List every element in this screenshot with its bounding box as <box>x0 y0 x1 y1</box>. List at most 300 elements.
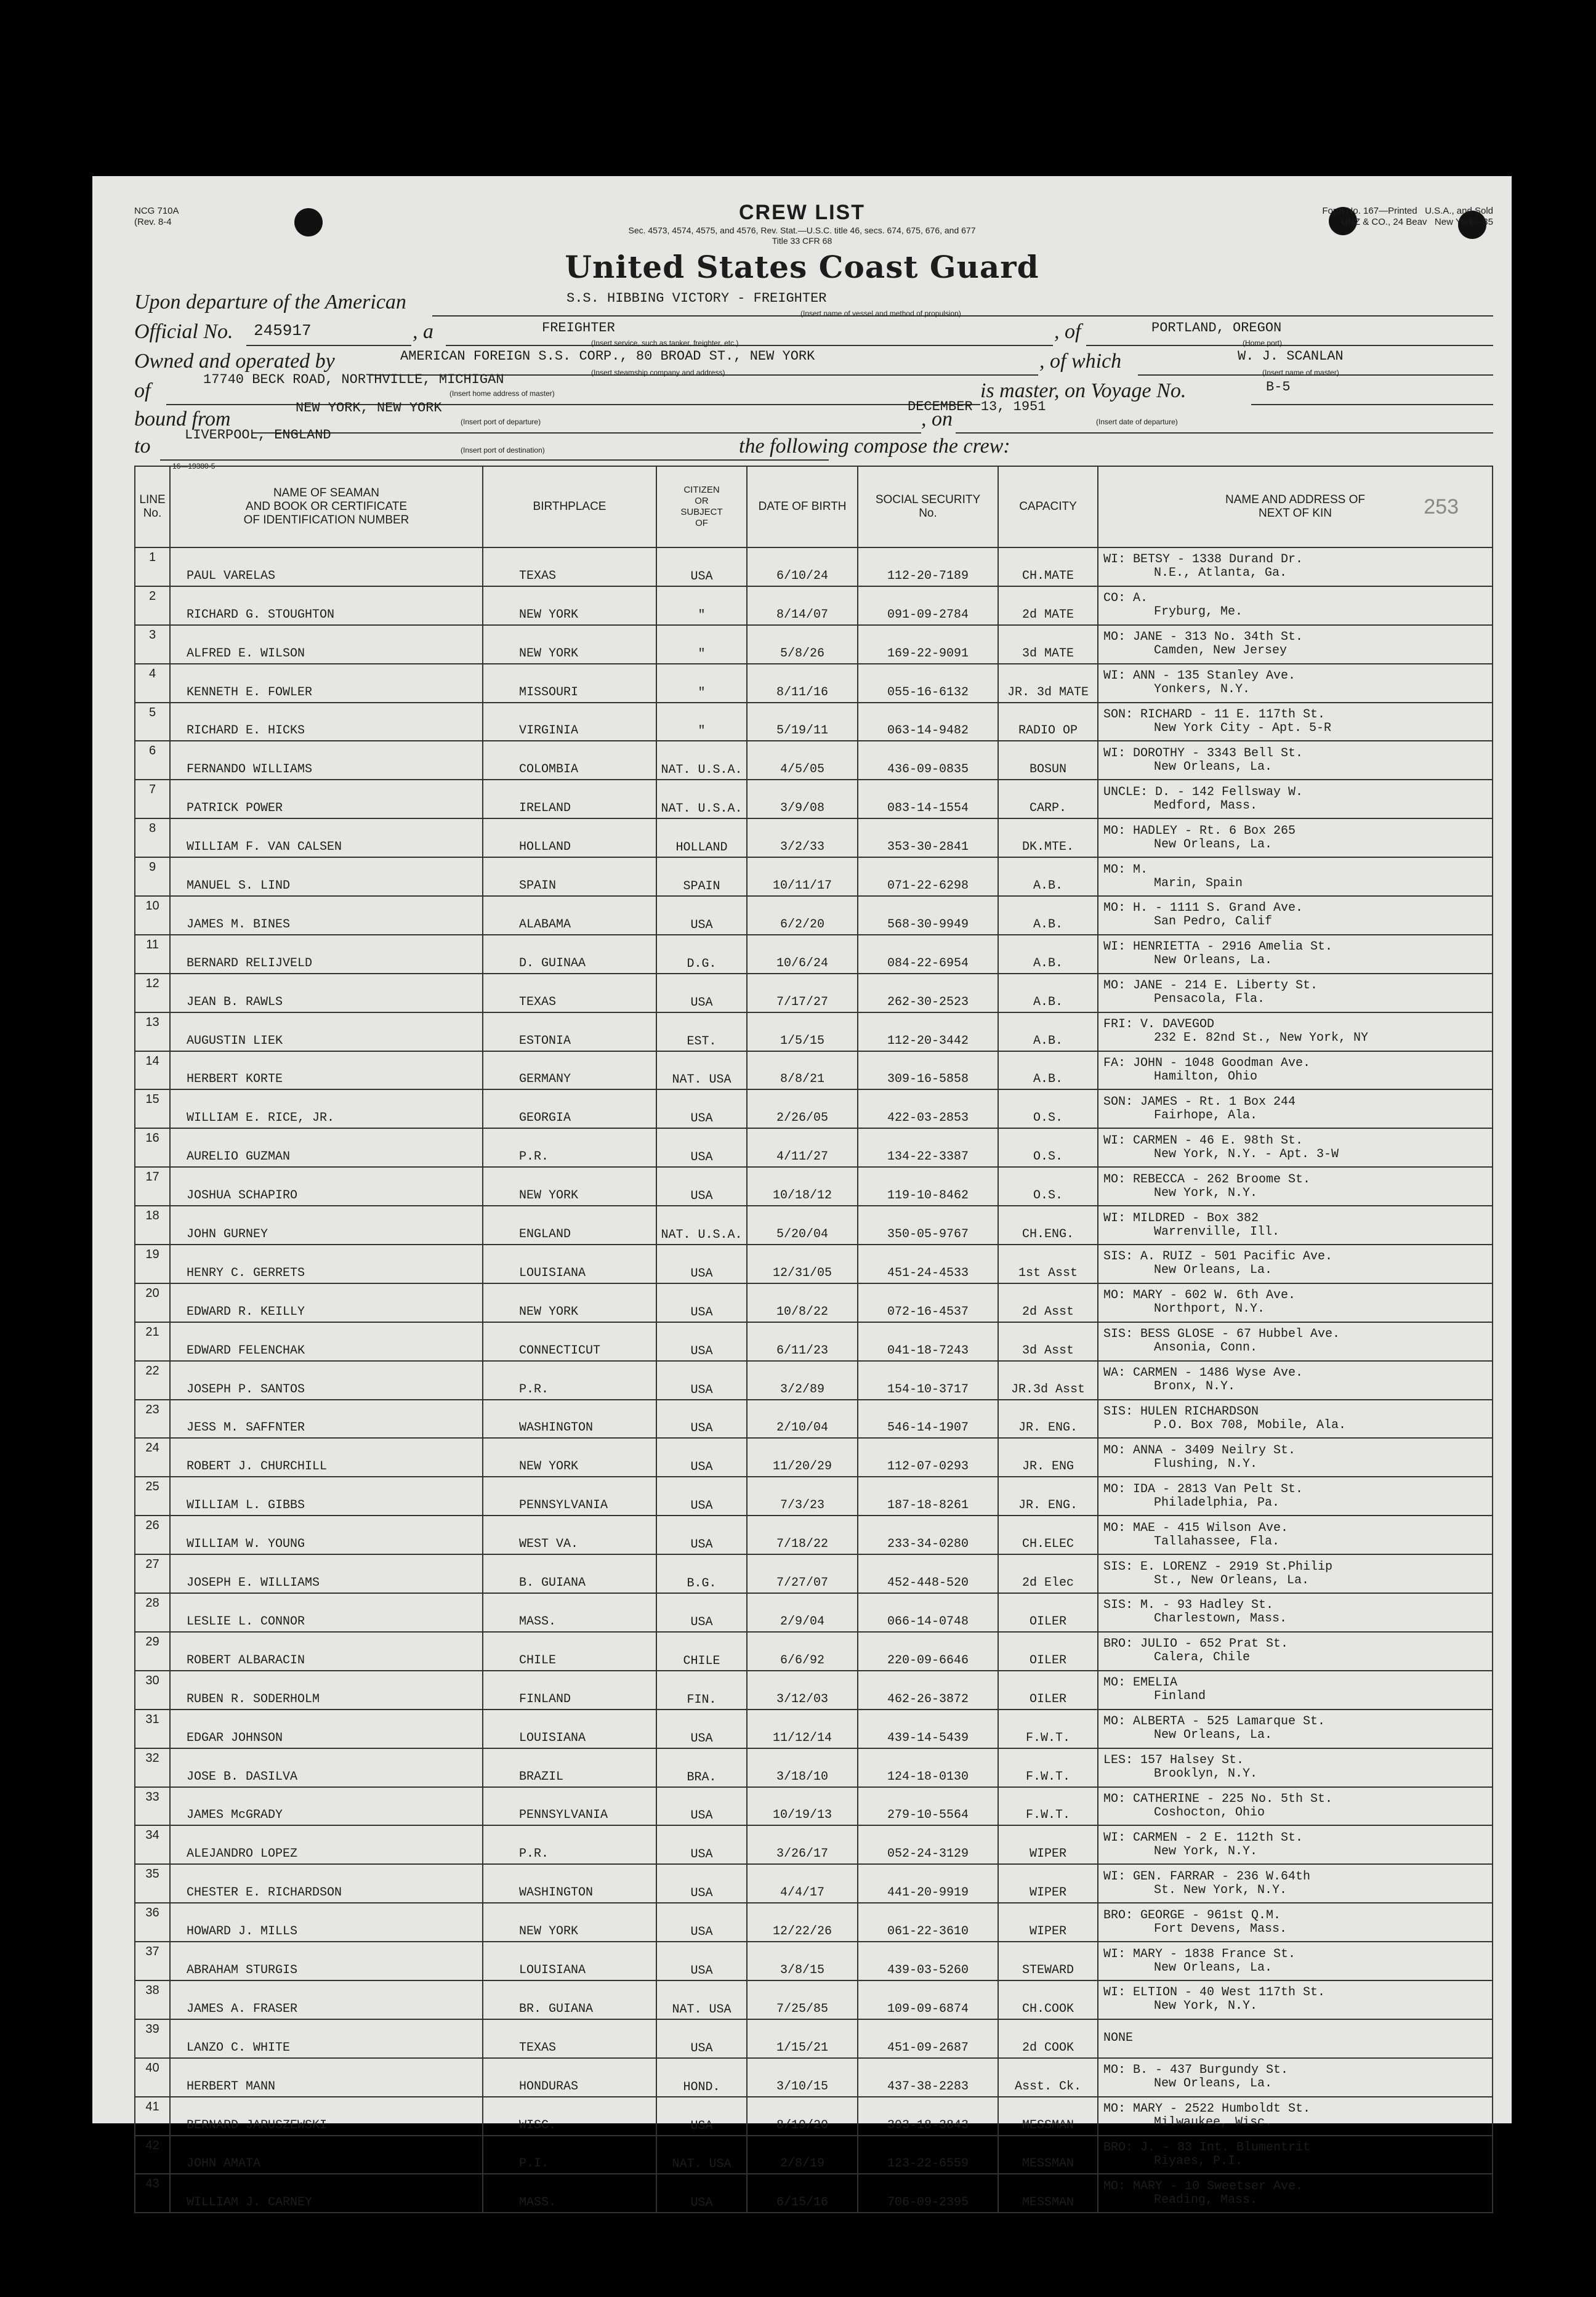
date-of-birth: 3/8/15 <box>747 1942 858 1980</box>
line-number: 41 <box>135 2097 170 2136</box>
hint-vessel: (Insert name of vessel and method of propulsion) <box>800 309 961 318</box>
date-of-birth: 10/8/22 <box>747 1283 858 1322</box>
seaman-name: JOHN AMATA <box>170 2136 483 2174</box>
hint-port-departure: (Insert port of departure) <box>461 418 541 426</box>
next-of-kin <box>1098 935 1493 974</box>
kin-line-1: WI: MILDRED - Box 382 <box>1103 1211 1259 1225</box>
label-of: , of <box>1054 320 1081 343</box>
birthplace: WASHINGTON <box>483 1864 656 1903</box>
citizenship: USA <box>656 1089 747 1128</box>
hint-master: (Insert name of master) <box>1262 368 1339 377</box>
crew-list-document <box>92 176 1512 2211</box>
citizenship: USA <box>656 547 747 586</box>
date-of-birth: 12/22/26 <box>747 1903 858 1942</box>
citizenship: " <box>656 586 747 625</box>
next-of-kin <box>1098 1632 1493 1671</box>
next-of-kin <box>1098 625 1493 664</box>
seaman-name: PAUL VARELAS <box>170 547 483 586</box>
birthplace: SPAIN <box>483 857 656 896</box>
next-of-kin <box>1098 1167 1493 1206</box>
table-row <box>135 547 1493 586</box>
next-of-kin <box>1098 1361 1493 1400</box>
kin-line-1: MO: JANE - 214 E. Liberty St. <box>1103 979 1318 993</box>
date-of-birth: 10/18/12 <box>747 1167 858 1206</box>
table-row <box>135 2174 1493 2213</box>
line-number: 3 <box>135 625 170 664</box>
line-number: 14 <box>135 1051 170 1090</box>
kin-line-1: WI: BETSY - 1338 Durand Dr. <box>1103 552 1304 567</box>
social-security-no: 055-16-6132 <box>858 664 998 703</box>
capacity: A.B. <box>998 896 1098 935</box>
line-port-departure <box>252 432 921 434</box>
next-of-kin <box>1098 1012 1493 1051</box>
next-of-kin <box>1098 1089 1493 1128</box>
social-security-no: 119-10-8462 <box>858 1167 998 1206</box>
date-of-birth: 3/2/89 <box>747 1361 858 1400</box>
birthplace: NEW YORK <box>483 1283 656 1322</box>
birthplace: WEST VA. <box>483 1516 656 1554</box>
seaman-name: WILLIAM W. YOUNG <box>170 1516 483 1554</box>
table-row <box>135 1012 1493 1051</box>
social-security-no: 262-30-2523 <box>858 974 998 1012</box>
birthplace: NEW YORK <box>483 1167 656 1206</box>
birthplace: GERMANY <box>483 1051 656 1090</box>
line-service <box>446 345 1053 346</box>
citizenship: SPAIN <box>656 857 747 896</box>
next-of-kin <box>1098 1710 1493 1748</box>
citizenship: NAT. USA <box>656 2136 747 2174</box>
seaman-name: EDWARD FELENCHAK <box>170 1322 483 1361</box>
birthplace: NEW YORK <box>483 625 656 664</box>
citizenship: USA <box>656 1245 747 1283</box>
citizenship: USA <box>656 1477 747 1516</box>
next-of-kin <box>1098 1554 1493 1593</box>
label-official-no: Official No. <box>134 320 233 343</box>
seaman-name: LANZO C. WHITE <box>170 2019 483 2058</box>
seaman-name: FERNANDO WILLIAMS <box>170 741 483 780</box>
kin-line-2: Hamilton, Ohio <box>1154 1070 1258 1084</box>
citizenship: USA <box>656 1322 747 1361</box>
next-of-kin <box>1098 857 1493 896</box>
capacity: F.W.T. <box>998 1787 1098 1826</box>
label-upon-departure: Upon departure of the American <box>134 291 406 313</box>
capacity: JR. ENG <box>998 1438 1098 1477</box>
seaman-name: JOSEPH P. SANTOS <box>170 1361 483 1400</box>
kin-line-1: MO: MAE - 415 Wilson Ave. <box>1103 1520 1289 1535</box>
next-of-kin <box>1098 2174 1493 2213</box>
next-of-kin <box>1098 2058 1493 2097</box>
capacity: O.S. <box>998 1167 1098 1206</box>
label-bound-from: bound from <box>134 408 231 430</box>
table-row <box>135 2097 1493 2136</box>
kin-line-1: WA: CARMEN - 1486 Wyse Ave. <box>1103 1366 1304 1381</box>
capacity: RADIO OP <box>998 703 1098 741</box>
citizenship: " <box>656 625 747 664</box>
date-of-birth: 10/11/17 <box>747 857 858 896</box>
social-security-no: 123-22-6559 <box>858 2136 998 2174</box>
next-of-kin <box>1098 1477 1493 1516</box>
date-of-birth: 6/10/24 <box>747 547 858 586</box>
kin-line-1: NONE <box>1103 2031 1134 2046</box>
kin-line-1: FA: JOHN - 1048 Goodman Ave. <box>1103 1056 1311 1071</box>
date-of-birth: 10/19/13 <box>747 1787 858 1826</box>
line-number: 17 <box>135 1167 170 1206</box>
capacity: 3d MATE <box>998 625 1098 664</box>
social-security-no: 052-24-3129 <box>858 1825 998 1864</box>
social-security-no: 568-30-9949 <box>858 896 998 935</box>
citizenship: NAT. U.S.A. <box>656 780 747 818</box>
birthplace: BR. GUIANA <box>483 1980 656 2019</box>
table-row <box>135 1438 1493 1477</box>
line-number: 11 <box>135 935 170 974</box>
next-of-kin <box>1098 818 1493 857</box>
line-number: 19 <box>135 1245 170 1283</box>
line-number: 27 <box>135 1554 170 1593</box>
line-number: 20 <box>135 1283 170 1322</box>
social-security-no: 437-38-2283 <box>858 2058 998 2097</box>
kin-line-1: SIS: M. - 93 Hadley St. <box>1103 1598 1274 1613</box>
col-line-no: LINE No. <box>135 466 170 547</box>
social-security-no: 041-18-7243 <box>858 1322 998 1361</box>
date-of-birth: 3/26/17 <box>747 1825 858 1864</box>
citizenship: HOND. <box>656 2058 747 2097</box>
next-of-kin <box>1098 1942 1493 1980</box>
kin-line-2: New Orleans, La. <box>1154 837 1273 852</box>
statute-line-2: Title 33 CFR 68 <box>772 236 832 246</box>
line-number: 4 <box>135 664 170 703</box>
citizenship: USA <box>656 1128 747 1167</box>
kin-line-2: Coshocton, Ohio <box>1154 1805 1265 1820</box>
line-number: 25 <box>135 1477 170 1516</box>
kin-line-2: New York, N.Y. <box>1154 1844 1258 1859</box>
next-of-kin <box>1098 1593 1493 1632</box>
date-of-birth: 8/11/16 <box>747 664 858 703</box>
capacity: WIPER <box>998 1825 1098 1864</box>
social-security-no: 061-22-3610 <box>858 1903 998 1942</box>
line-number: 32 <box>135 1748 170 1787</box>
seaman-name: BERNARD RELIJVELD <box>170 935 483 974</box>
citizenship: USA <box>656 1516 747 1554</box>
line-number: 29 <box>135 1632 170 1671</box>
capacity: CH.MATE <box>998 547 1098 586</box>
kin-line-1: MO: ANNA - 3409 Neilry St. <box>1103 1443 1296 1458</box>
social-security-no: 350-05-9767 <box>858 1206 998 1245</box>
line-number: 12 <box>135 974 170 1012</box>
social-security-no: 112-07-0293 <box>858 1438 998 1477</box>
kin-line-2: New Orleans, La. <box>1154 2077 1273 2091</box>
citizenship: USA <box>656 2019 747 2058</box>
date-of-birth: 6/6/92 <box>747 1632 858 1671</box>
table-row <box>135 935 1493 974</box>
capacity: 2d MATE <box>998 586 1098 625</box>
kin-line-1: SIS: BESS GLOSE - 67 Hubbel Ave. <box>1103 1327 1340 1342</box>
kin-line-1: BRO: JULIO - 652 Prat St. <box>1103 1637 1289 1652</box>
port-departure: NEW YORK, NEW YORK <box>296 400 442 416</box>
social-security-no: 436-09-0835 <box>858 741 998 780</box>
social-security-no: 124-18-0130 <box>858 1748 998 1787</box>
hint-service: (Insert service, such as tanker, freighter, etc.) <box>591 339 739 347</box>
form-number: 16—19380-5 <box>172 462 216 470</box>
kin-line-1: MO: MARY - 602 W. 6th Ave. <box>1103 1288 1296 1303</box>
line-number: 28 <box>135 1593 170 1632</box>
birthplace: B. GUIANA <box>483 1554 656 1593</box>
kin-line-1: SIS: A. RUIZ - 501 Pacific Ave. <box>1103 1249 1333 1264</box>
col-ssn: SOCIAL SECURITY No. <box>858 466 998 547</box>
seaman-name: ABRAHAM STURGIS <box>170 1942 483 1980</box>
owner-company: AMERICAN FOREIGN S.S. CORP., 80 BROAD ST., NEW YORK <box>400 349 815 364</box>
seaman-name: JOHN GURNEY <box>170 1206 483 1245</box>
date-of-birth: 10/6/24 <box>747 935 858 974</box>
citizenship: USA <box>656 1400 747 1439</box>
seaman-name: WILLIAM F. VAN CALSEN <box>170 818 483 857</box>
kin-line-1: MO: CATHERINE - 225 No. 5th St. <box>1103 1791 1333 1806</box>
birthplace: TEXAS <box>483 974 656 1012</box>
line-number: 21 <box>135 1322 170 1361</box>
table-row <box>135 1322 1493 1361</box>
seaman-name: JOSHUA SCHAPIRO <box>170 1167 483 1206</box>
birthplace: NEW YORK <box>483 1438 656 1477</box>
date-of-birth: 3/2/33 <box>747 818 858 857</box>
table-row <box>135 664 1493 703</box>
date-of-birth: 3/12/03 <box>747 1671 858 1710</box>
table-row <box>135 1206 1493 1245</box>
birthplace: P.R. <box>483 1128 656 1167</box>
date-of-birth: 7/18/22 <box>747 1516 858 1554</box>
birthplace: ESTONIA <box>483 1012 656 1051</box>
line-number: 37 <box>135 1942 170 1980</box>
table-row <box>135 818 1493 857</box>
capacity: STEWARD <box>998 1942 1098 1980</box>
kin-line-1: SIS: E. LORENZ - 2919 St.Philip <box>1103 1559 1333 1574</box>
crew-table <box>134 466 1493 2213</box>
capacity: WIPER <box>998 1903 1098 1942</box>
capacity: JR.3d Asst <box>998 1361 1098 1400</box>
table-row <box>135 1864 1493 1903</box>
table-row <box>135 1710 1493 1748</box>
hint-date-departure: (Insert date of departure) <box>1096 418 1178 426</box>
hint-company: (Insert steamship company and address) <box>591 368 725 377</box>
table-row <box>135 1400 1493 1439</box>
official-number: 245917 <box>254 321 312 340</box>
line-number: 38 <box>135 1980 170 2019</box>
next-of-kin <box>1098 896 1493 935</box>
birthplace: MASS. <box>483 1593 656 1632</box>
birthplace: PENNSYLVANIA <box>483 1477 656 1516</box>
citizenship: B.G. <box>656 1554 747 1593</box>
label-to: to <box>134 435 151 458</box>
capacity: DK.MTE. <box>998 818 1098 857</box>
citizenship: USA <box>656 1942 747 1980</box>
table-row <box>135 1593 1493 1632</box>
next-of-kin <box>1098 1245 1493 1283</box>
social-security-no: 706-09-2395 <box>858 2174 998 2213</box>
page-stamp: 253 <box>1424 495 1459 519</box>
next-of-kin <box>1098 1903 1493 1942</box>
table-row <box>135 974 1493 1012</box>
social-security-no: 083-14-1554 <box>858 780 998 818</box>
line-voyage <box>1251 404 1493 405</box>
document-title: CREW LIST <box>739 201 865 224</box>
date-of-birth: 5/20/04 <box>747 1206 858 1245</box>
birthplace: P.I. <box>483 2136 656 2174</box>
next-of-kin <box>1098 1671 1493 1710</box>
social-security-no: 091-09-2784 <box>858 586 998 625</box>
capacity: F.W.T. <box>998 1748 1098 1787</box>
social-security-no: 084-22-6954 <box>858 935 998 974</box>
line-number: 36 <box>135 1903 170 1942</box>
birthplace: COLOMBIA <box>483 741 656 780</box>
master-name: W. J. SCANLAN <box>1238 349 1344 364</box>
birthplace: TEXAS <box>483 547 656 586</box>
line-number: 1 <box>135 547 170 586</box>
label-owned: Owned and operated by <box>134 350 335 373</box>
table-row <box>135 2136 1493 2174</box>
kin-line-1: UNCLE: D. - 142 Fellsway W. <box>1103 785 1304 799</box>
birthplace: MISSOURI <box>483 664 656 703</box>
citizenship: USA <box>656 974 747 1012</box>
birthplace: P.R. <box>483 1825 656 1864</box>
line-number: 30 <box>135 1671 170 1710</box>
kin-line-2: St., New Orleans, La. <box>1154 1573 1310 1588</box>
capacity: OILER <box>998 1632 1098 1671</box>
seaman-name: JAMES A. FRASER <box>170 1980 483 2019</box>
seaman-name: AUGUSTIN LIEK <box>170 1012 483 1051</box>
birthplace: LOUISIANA <box>483 1245 656 1283</box>
date-of-birth: 5/19/11 <box>747 703 858 741</box>
capacity: JR. 3d MATE <box>998 664 1098 703</box>
kin-line-2: Camden, New Jersey <box>1154 644 1288 658</box>
kin-line-2: New York, N.Y. <box>1154 1999 1258 2014</box>
birthplace: CHILE <box>483 1632 656 1671</box>
kin-line-2: Riyaes, P.I. <box>1154 2154 1243 2168</box>
date-of-birth: 5/8/26 <box>747 625 858 664</box>
social-security-no: 279-10-5564 <box>858 1787 998 1826</box>
next-of-kin <box>1098 1825 1493 1864</box>
date-of-birth: 3/18/10 <box>747 1748 858 1787</box>
kin-line-2: Medford, Mass. <box>1154 798 1258 813</box>
table-row <box>135 2019 1493 2058</box>
seaman-name: JAMES McGRADY <box>170 1787 483 1826</box>
kin-line-1: WI: GEN. FARRAR - 236 W.64th <box>1103 1869 1311 1884</box>
citizenship: USA <box>656 1593 747 1632</box>
social-security-no: 169-22-9091 <box>858 625 998 664</box>
capacity: 1st Asst <box>998 1245 1098 1283</box>
kin-line-2: Reading, Mass. <box>1154 2192 1258 2207</box>
social-security-no: 546-14-1907 <box>858 1400 998 1439</box>
table-row <box>135 741 1493 780</box>
birthplace: PENNSYLVANIA <box>483 1787 656 1826</box>
social-security-no: 134-22-3387 <box>858 1128 998 1167</box>
kin-line-2: New Orleans, La. <box>1154 1728 1273 1743</box>
label-is-master: is master, on Voyage No. <box>980 379 1187 402</box>
capacity: 2d Elec <box>998 1554 1098 1593</box>
social-security-no: 353-30-2841 <box>858 818 998 857</box>
capacity: O.S. <box>998 1128 1098 1167</box>
seaman-name: JEAN B. RAWLS <box>170 974 483 1012</box>
line-number: 13 <box>135 1012 170 1051</box>
form-id-left: NCG 710A (Rev. 8-4 <box>134 206 179 227</box>
date-of-birth: 7/27/07 <box>747 1554 858 1593</box>
table-row <box>135 1167 1493 1206</box>
next-of-kin <box>1098 1051 1493 1090</box>
next-of-kin <box>1098 586 1493 625</box>
next-of-kin <box>1098 1787 1493 1826</box>
birthplace: TEXAS <box>483 2019 656 2058</box>
social-security-no: 220-09-6646 <box>858 1632 998 1671</box>
table-row <box>135 1283 1493 1322</box>
capacity: MESSMAN <box>998 2174 1098 2213</box>
date-of-birth: 3/10/15 <box>747 2058 858 2097</box>
next-of-kin <box>1098 780 1493 818</box>
col-birthplace: BIRTHPLACE <box>483 466 656 547</box>
seaman-name: JESS M. SAFFNTER <box>170 1400 483 1439</box>
line-official-no <box>246 345 411 346</box>
seaman-name: AURELIO GUZMAN <box>170 1128 483 1167</box>
kin-line-2: Philadelphia, Pa. <box>1154 1495 1280 1510</box>
date-of-birth: 2/8/19 <box>747 2136 858 2174</box>
table-row <box>135 1245 1493 1283</box>
master-address: 17740 BECK ROAD, NORTHVILLE, MICHIGAN <box>203 372 504 387</box>
date-of-birth: 4/4/17 <box>747 1864 858 1903</box>
capacity: OILER <box>998 1593 1098 1632</box>
date-of-birth: 1/5/15 <box>747 1012 858 1051</box>
citizenship: USA <box>656 1903 747 1942</box>
birthplace: WISC. <box>483 2097 656 2136</box>
seaman-name: RICHARD G. STOUGHTON <box>170 586 483 625</box>
kin-line-1: WI: ELTION - 40 West 117th St. <box>1103 1985 1326 2000</box>
voyage-number: B-5 <box>1266 379 1291 395</box>
line-home-port <box>1086 345 1493 346</box>
table-row <box>135 857 1493 896</box>
capacity: CH.COOK <box>998 1980 1098 2019</box>
next-of-kin <box>1098 2019 1493 2058</box>
capacity: JR. ENG. <box>998 1477 1098 1516</box>
home-port: PORTLAND, OREGON <box>1151 320 1282 336</box>
kin-line-2: San Pedro, Calif <box>1154 914 1273 929</box>
kin-line-1: SON: RICHARD - 11 E. 117th St. <box>1103 708 1326 722</box>
citizenship: USA <box>656 896 747 935</box>
date-of-birth: 8/8/21 <box>747 1051 858 1090</box>
line-destination <box>160 459 829 461</box>
capacity: A.B. <box>998 1051 1098 1090</box>
date-of-birth: 4/5/05 <box>747 741 858 780</box>
citizenship: EST. <box>656 1012 747 1051</box>
birthplace: WASHINGTON <box>483 1400 656 1439</box>
capacity: CH.ELEC <box>998 1516 1098 1554</box>
kin-line-1: BRO: J. - 83 Int. Blumentrit <box>1103 2140 1311 2155</box>
kin-line-1: LES: 157 Halsey St. <box>1103 1753 1244 1768</box>
citizenship: NAT. U.S.A. <box>656 1206 747 1245</box>
capacity: WIPER <box>998 1864 1098 1903</box>
capacity: BOSUN <box>998 741 1098 780</box>
kin-line-2: New York, N.Y. <box>1154 1185 1258 1200</box>
kin-line-1: WI: DOROTHY - 3343 Bell St. <box>1103 746 1304 761</box>
date-of-birth: 4/11/27 <box>747 1128 858 1167</box>
citizenship: USA <box>656 2174 747 2213</box>
social-security-no: 451-09-2687 <box>858 2019 998 2058</box>
date-of-birth: 7/25/85 <box>747 1980 858 2019</box>
seaman-name: ROBERT ALBARACIN <box>170 1632 483 1671</box>
date-of-birth: 7/3/23 <box>747 1477 858 1516</box>
kin-line-2: N.E., Atlanta, Ga. <box>1154 566 1288 581</box>
date-of-birth: 6/11/23 <box>747 1322 858 1361</box>
kin-line-1: MO: MARY - 10 Sweetser Ave. <box>1103 2179 1304 2194</box>
birthplace: D. GUINAA <box>483 935 656 974</box>
next-of-kin <box>1098 1206 1493 1245</box>
citizenship: CHILE <box>656 1632 747 1671</box>
table-row <box>135 1516 1493 1554</box>
next-of-kin <box>1098 974 1493 1012</box>
